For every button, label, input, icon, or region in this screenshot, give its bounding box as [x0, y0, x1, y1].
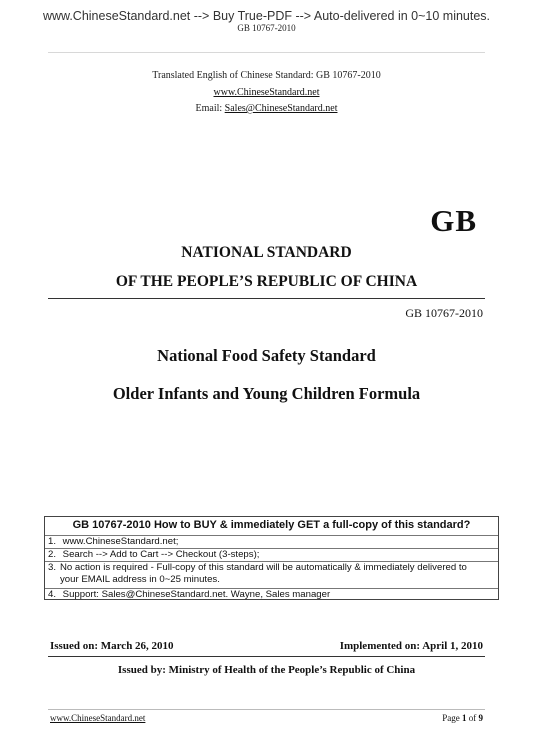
- header-divider: [48, 52, 485, 53]
- cover-divider: [48, 298, 485, 299]
- website-link[interactable]: www.ChineseStandard.net: [213, 87, 320, 98]
- footer-site-link[interactable]: www.ChineseStandard.net: [50, 713, 146, 723]
- page-of: of: [466, 713, 479, 723]
- list-item: [45, 535, 498, 548]
- page-label: Page: [442, 713, 462, 723]
- list-item-continuation: your EMAIL address in 0~25 minutes.: [60, 574, 220, 585]
- list-item-text: No action is required - Full-copy of this standard will be automatically & immediately delivered to: [60, 562, 467, 573]
- dates-divider: [48, 656, 485, 657]
- list-item-number: 2.: [48, 549, 57, 560]
- country-heading: OF THE PEOPLE’S REPUBLIC OF CHINA: [115, 273, 418, 290]
- buy-instructions-box: [44, 516, 499, 600]
- list-item-number: 1.: [48, 536, 57, 547]
- page-total: 9: [478, 713, 483, 723]
- buy-box-title: GB 10767-2010 How to BUY & immediately GET a full-copy of this standard?: [72, 519, 471, 531]
- issued-by: Issued by: Ministry of Health of the People’s Republic of China: [117, 664, 416, 676]
- list-item: [45, 588, 498, 601]
- page-indicator: [442, 713, 483, 723]
- list-item-number: 4.: [48, 589, 57, 600]
- list-item: [45, 548, 498, 561]
- email-link[interactable]: Sales@ChineseStandard.net: [224, 103, 338, 114]
- document-subtitle: Older Infants and Young Children Formula: [112, 384, 421, 403]
- list-item-text[interactable]: Support: Sales@ChineseStandard.net. Wayne, Sales manager: [62, 589, 331, 600]
- issued-on-date: Issued on: March 26, 2010: [50, 640, 174, 652]
- document-title: National Food Safety Standard: [157, 346, 376, 365]
- gb-mark: GB: [430, 203, 477, 238]
- standard-number: GB 10767-2010: [405, 306, 483, 320]
- footer-divider: [48, 709, 485, 710]
- implemented-on-date: Implemented on: April 1, 2010: [339, 640, 483, 652]
- header-doc-id: GB 10767-2010: [237, 23, 296, 33]
- list-item-text[interactable]: www.ChineseStandard.net;: [62, 536, 179, 547]
- website-line: [0, 87, 533, 98]
- list-item-text: Search --> Add to Cart --> Checkout (3-steps);: [62, 549, 260, 560]
- list-item-number: 3.: [48, 562, 57, 573]
- email-line: [0, 103, 533, 114]
- national-standard-heading: NATIONAL STANDARD: [181, 244, 352, 261]
- list-item: [45, 561, 498, 588]
- translated-line: Translated English of Chinese Standard: GB 10767-2010: [152, 70, 381, 81]
- top-banner: www.ChineseStandard.net --> Buy True-PDF --> Auto-delivered in 0~10 minutes.: [42, 9, 491, 23]
- email-label: Email:: [195, 103, 225, 114]
- page-current: 1: [462, 713, 467, 723]
